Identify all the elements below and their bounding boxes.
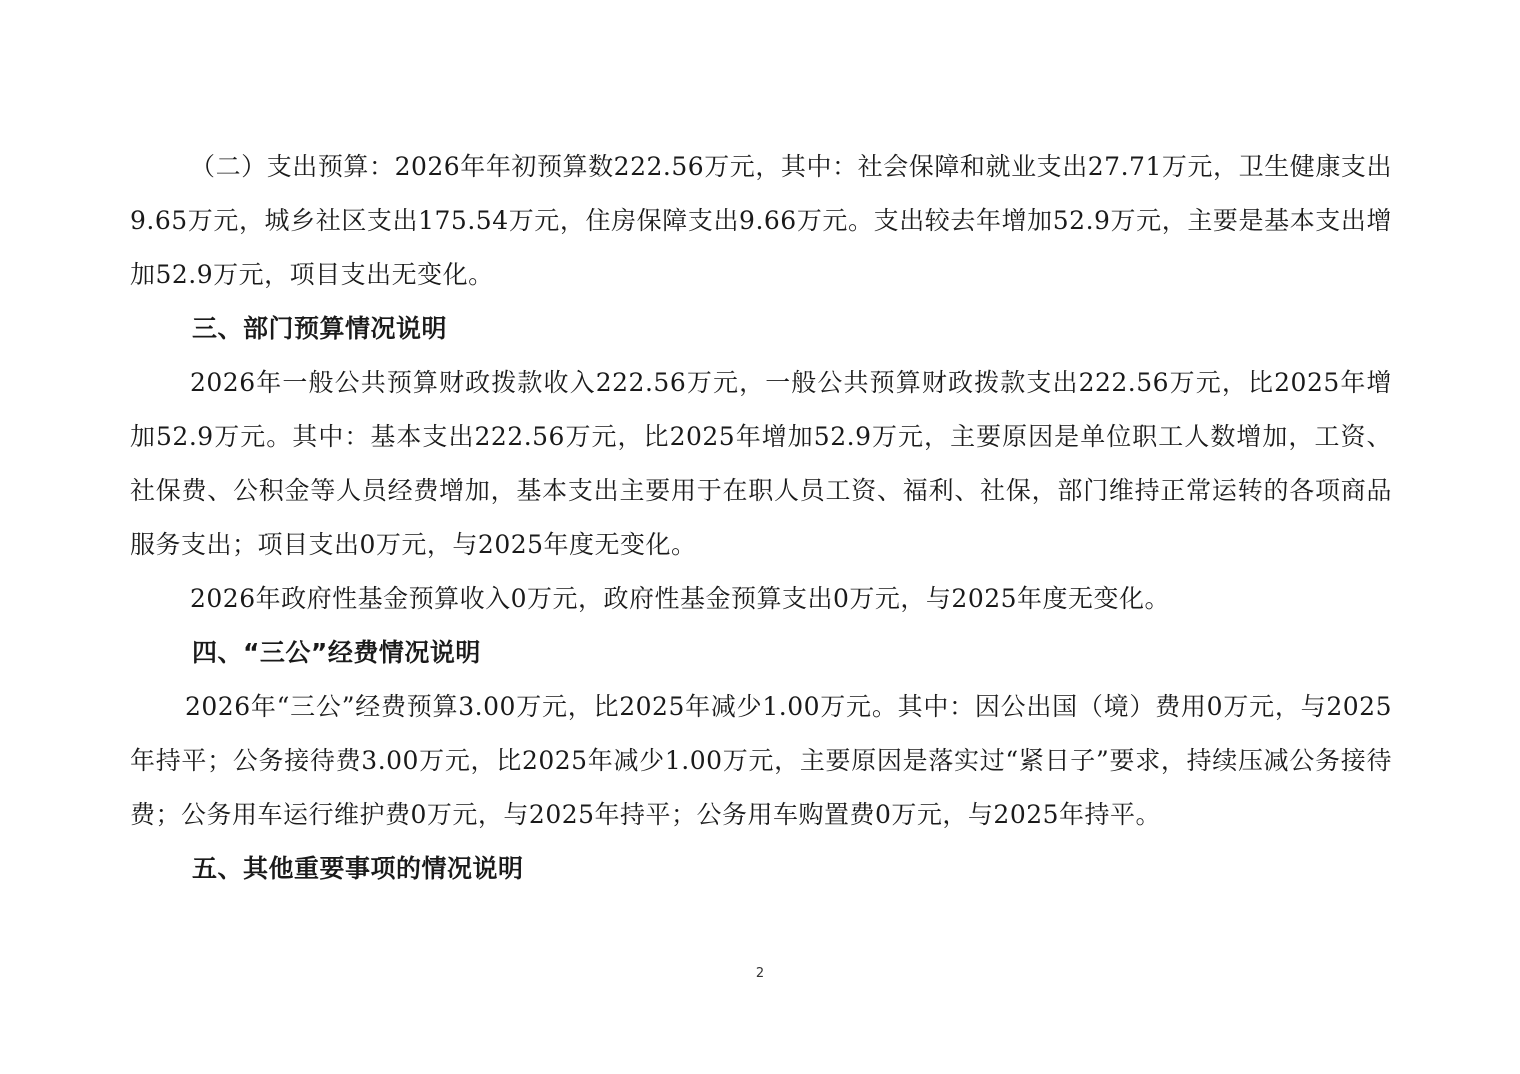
paragraph-three-public-expenses: 2026年“三公”经费预算3.00万元，比2025年减少1.00万元。其中：因公出国（境）费用0万元，与2025年持平；公务接待费3.00万元，比2025年减少1.00万元，主要原因是落实过“紧日子”要求，持续压减公务接待费；公务用车运行维护费0万元，与2025年持平；公务用车购置费0万元，与2025年持平。 [130, 692, 1392, 829]
paragraph-general-public-budget: 2026年一般公共预算财政拨款收入222.56万元，一般公共预算财政拨款支出222.56万元，比2025年增加52.9万元。其中：基本支出222.56万元，比2025年增加52.9万元，主要原因是单位职工人数增加，工资、社保费、公积金等人员经费增加，基本支出主要用于在职人员工资、福利、社保，部门维持正常运转的各项商品服务支出；项目支出0万元，与2025年度无变化。 [130, 368, 1392, 559]
heading-other-matters: 五、其他重要事项的情况说明 [192, 854, 524, 883]
page-number: 2 [755, 966, 765, 981]
paragraph-government-fund-budget: 2026年政府性基金预算收入0万元，政府性基金预算支出0万元，与2025年度无变化。 [190, 584, 1171, 613]
paragraph-expenditure-budget: （二）支出预算：2026年年初预算数222.56万元，其中：社会保障和就业支出27.71万元，卫生健康支出9.65万元，城乡社区支出175.54万元，住房保障支出9.66万元。支出较去年增加52.9万元，主要是基本支出增加52.9万元，项目支出无变化。 [130, 152, 1392, 289]
document-body [130, 140, 1392, 896]
heading-three-public-expenses: 四、“三公”经费情况说明 [192, 638, 481, 667]
heading-department-budget: 三、部门预算情况说明 [192, 314, 448, 343]
